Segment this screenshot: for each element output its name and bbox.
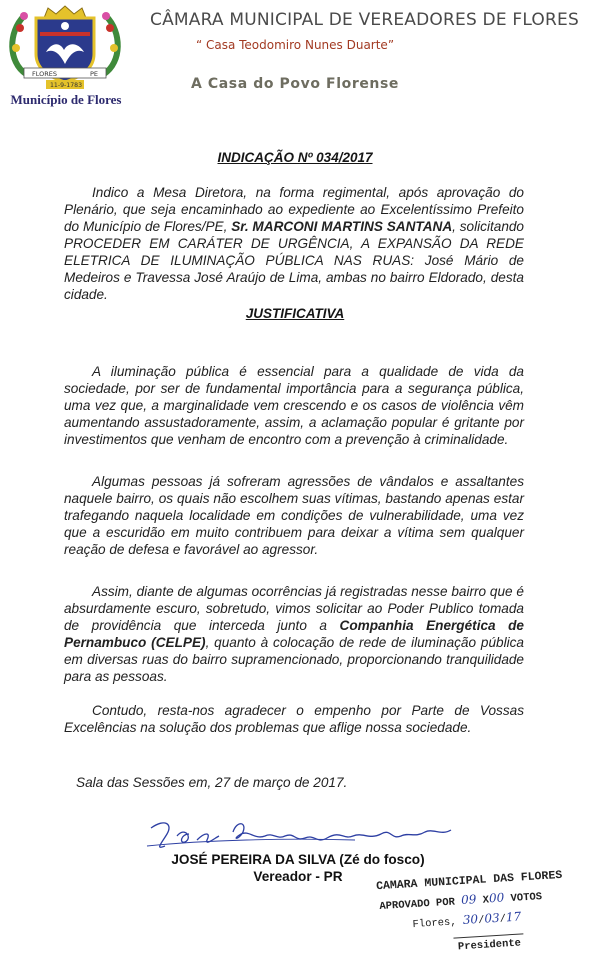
municipal-crest-logo: [6, 4, 124, 92]
indication-paragraph: [64, 184, 524, 303]
stamp-chamber-name: CAMARA MUNICIPAL DAS FLORES: [375, 868, 563, 894]
stamp-date-line: Flores, 30/03/17: [412, 909, 522, 932]
stamp-year: 17: [505, 909, 522, 925]
justification-text-2: Algumas pessoas já sofreram agressões de vândalos e assaltantes naquele bairro, os quais não escolhem suas vítimas, bastando apenas estar trafegando naquela localidade em condições de vulnerabilidade, uma vez que a escuridão em muito contribuem para deixar a vítima sem qualquer reação de defesa e favorável ao agressor.: [64, 474, 524, 557]
mayor-name: Sr. MARCONI MARTINS SANTANA: [231, 219, 453, 234]
justification-text-3b: , quanto à colocação de rede de iluminação pública em diversas ruas do bairro supramencionado, proporcionando tranquilidade para as pessoas.: [64, 635, 524, 684]
justification-heading: JUSTIFICATIVA: [245, 306, 345, 321]
document-title: INDICAÇÃO Nº 034/2017: [217, 150, 373, 165]
stamp-x: X: [482, 894, 490, 907]
stamp-votes-against: 00: [488, 890, 505, 906]
crest-banner-left: FLORES: [32, 70, 57, 78]
justification-paragraph-1: [64, 363, 524, 448]
signer-name: JOSÉ PEREIRA DA SILVA (Zé do fosco): [171, 852, 425, 867]
closing-paragraph: [64, 702, 524, 736]
chamber-motto: A Casa do Povo Florense: [190, 76, 400, 92]
stamp-month: 03: [483, 910, 501, 926]
crest-banner-right: PE: [90, 70, 99, 78]
crest-date: 11-9-1783: [50, 82, 83, 89]
session-date: Sala das Sessões em, 27 de março de 2017.: [76, 775, 348, 790]
stamp-place: Flores,: [412, 916, 458, 932]
justification-text-1: A iluminação pública é essencial para a qualidade de vida da sociedade, por ser de fundamental importância para a segurança pública, uma vez que, a marginalidade vem crescendo e os casos de violência vêm aumentando assustadoramente, assim, a aclamação popular é gritante por investimentos que venham de encontro com a prevenção à criminalidade.: [64, 364, 524, 447]
stamp-approved-label: APROVADO POR: [379, 896, 456, 914]
justification-paragraph-3: [64, 583, 524, 685]
intro-text-1: Indico a Mesa Diretora, na forma regimental, após aprovação do Plenário, que seja encaminhado ao expediente ao Excelentíssimo Prefeito do Município de Flores/PE,: [64, 185, 524, 234]
approval-stamp: [369, 862, 588, 964]
municipality-name: Município de Flores: [10, 92, 122, 107]
stamp-votes-for: 09: [460, 892, 477, 908]
company-name: Companhia Energética de Pernambuco (CELPE): [64, 618, 524, 650]
intro-text-2: , solicitando PROCEDER EM CARÁTER DE URGÊNCIA, A EXPANSÃO DA REDE ELETRICA DE ILUMINAÇÃO PÚBLICA NAS RUAS: José Mário de Medeiros e Travessa José Araújo de Lima, ambas no bairro Eldorado, desta cidade.: [64, 219, 524, 302]
stamp-day: 30: [462, 912, 479, 927]
closing-text: Contudo, resta-nos agradecer o empenho por Parte de Vossas Excelências na solução dos problemas que aflige nossa sociedade.: [64, 703, 524, 735]
justification-paragraph-2: [64, 473, 524, 558]
signer-role: Vereador - PR: [253, 869, 343, 884]
justification-text-3a: Assim, diante de algumas ocorrências já registradas nesse bairro que é absurdamente escuro, sobretudo, vimos solicitar ao Poder Publico tomada de providência que interceda junto a: [64, 584, 524, 633]
stamp-president-label: Presidente: [457, 937, 522, 954]
chamber-subtitle: “ Casa Teodomiro Nunes Duarte”: [195, 38, 395, 52]
stamp-votes-label: VOTOS: [510, 891, 543, 906]
chamber-title: CÂMARA MUNICIPAL DE VEREADORES DE FLORES: [150, 10, 579, 30]
